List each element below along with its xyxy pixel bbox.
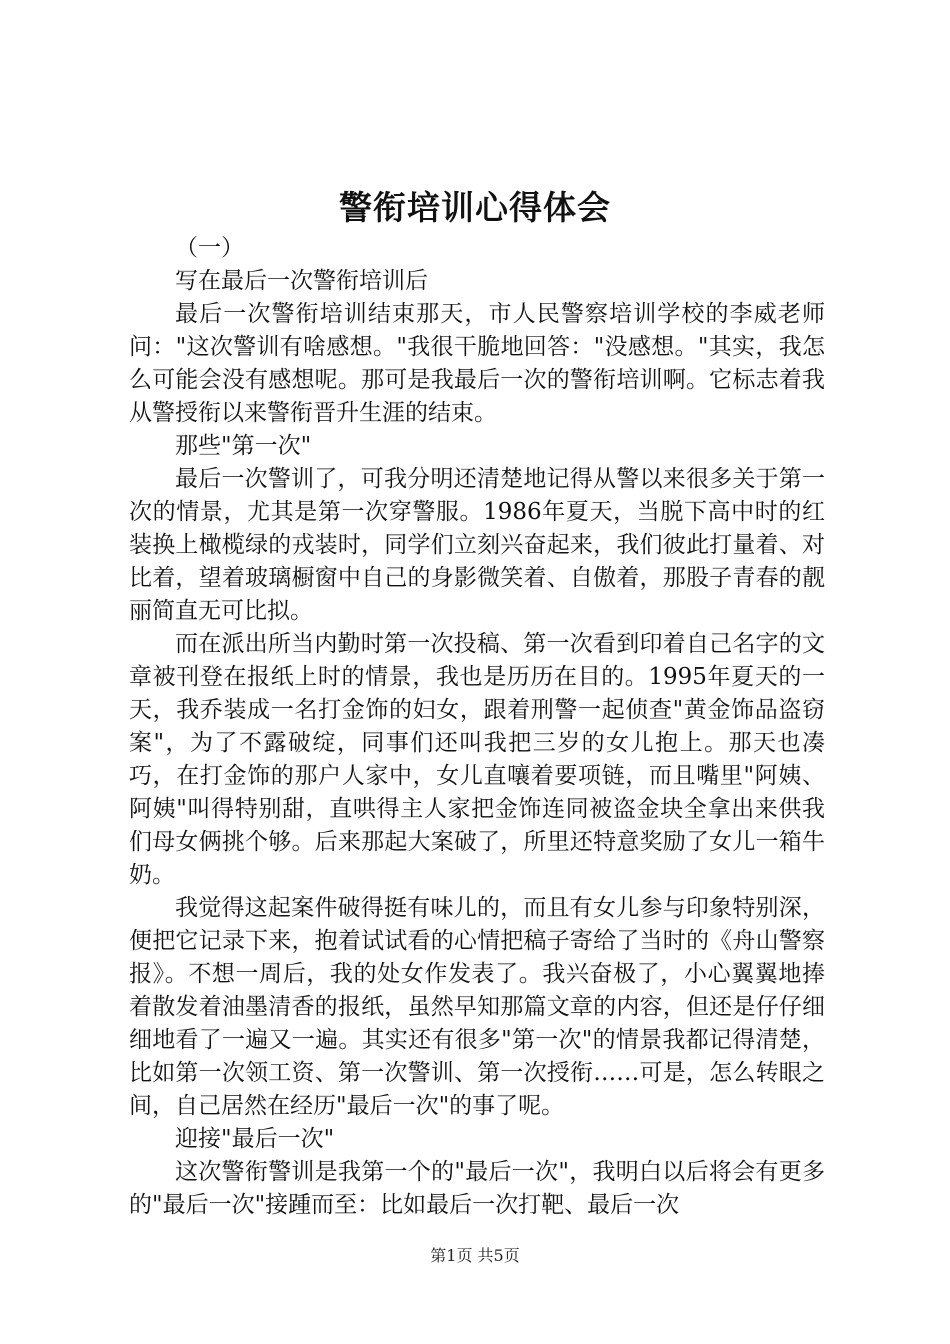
page-footer: 第1页 共5页 (430, 1246, 520, 1265)
section-heading: 那些"第一次" (175, 433, 312, 459)
paragraph: 而在派出所当内勤时第一次投稿、第一次看到印着自己名字的文章被刊登在报纸上时的情景，我也是历历在目的。1995年夏天的一天，我乔装成一名打金饰的妇女，跟着刑警一起侦查"黄金饰品盗窃案"，为了不露破绽，同事们还叫我把三岁的女儿抱上。那天也凑巧，在打金饰的那户人家中，女儿直嚷着要项链，而且嘴里"阿姨、阿姨"叫得特别甜，直哄得主人家把金饰连同被盗金块全拿出来供我们母女俩挑个够。后来那起大案破了，所里还特意奖励了女儿一箱牛奶。 (129, 631, 825, 888)
article-subtitle: 写在最后一次警衔培训后 (175, 268, 428, 294)
paragraph: 最后一次警衔培训结束那天，市人民警察培训学校的李威老师问："这次警训有啥感想。"我很干脆地回答："没感想。"其实，我怎么可能会没有感想呢。那可是我最后一次的警衔培训啊。它标志着我从警授衔以来警衔晋升生涯的结束。 (129, 301, 825, 426)
section-number: （一） (175, 235, 244, 261)
document-title: 警衔培训心得体会 (339, 188, 611, 227)
section-heading: 迎接"最后一次" (175, 1126, 335, 1152)
paragraph: 这次警衔警训是我第一个的"最后一次"，我明白以后将会有更多的"最后一次"接踵而至：比如最后一次打靶、最后一次 (129, 1159, 825, 1218)
paragraph: 我觉得这起案件破得挺有味儿的，而且有女儿参与印象特别深，便把它记录下来，抱着试试看的心情把稿子寄给了当时的《舟山警察报》。不想一周后，我的处女作发表了。我兴奋极了，小心翼翼地捧着散发着油墨清香的报纸，虽然早知那篇文章的内容，但还是仔仔细细地看了一遍又一遍。其实还有很多"第一次"的情景我都记得清楚，比如第一次领工资、第一次警训、第一次授衔……可是，怎么转眼之间，自己居然在经历"最后一次"的事了呢。 (129, 895, 825, 1119)
paragraph: 最后一次警训了，可我分明还清楚地记得从警以来很多关于第一次的情景，尤其是第一次穿警服。1986年夏天，当脱下高中时的红装换上橄榄绿的戎装时，同学们立刻兴奋起来，我们彼此打量着、对比着，望着玻璃橱窗中自己的身影微笑着、自傲着，那股子青春的靓丽简直无可比拟。 (129, 466, 825, 624)
document-body (129, 232, 825, 1222)
